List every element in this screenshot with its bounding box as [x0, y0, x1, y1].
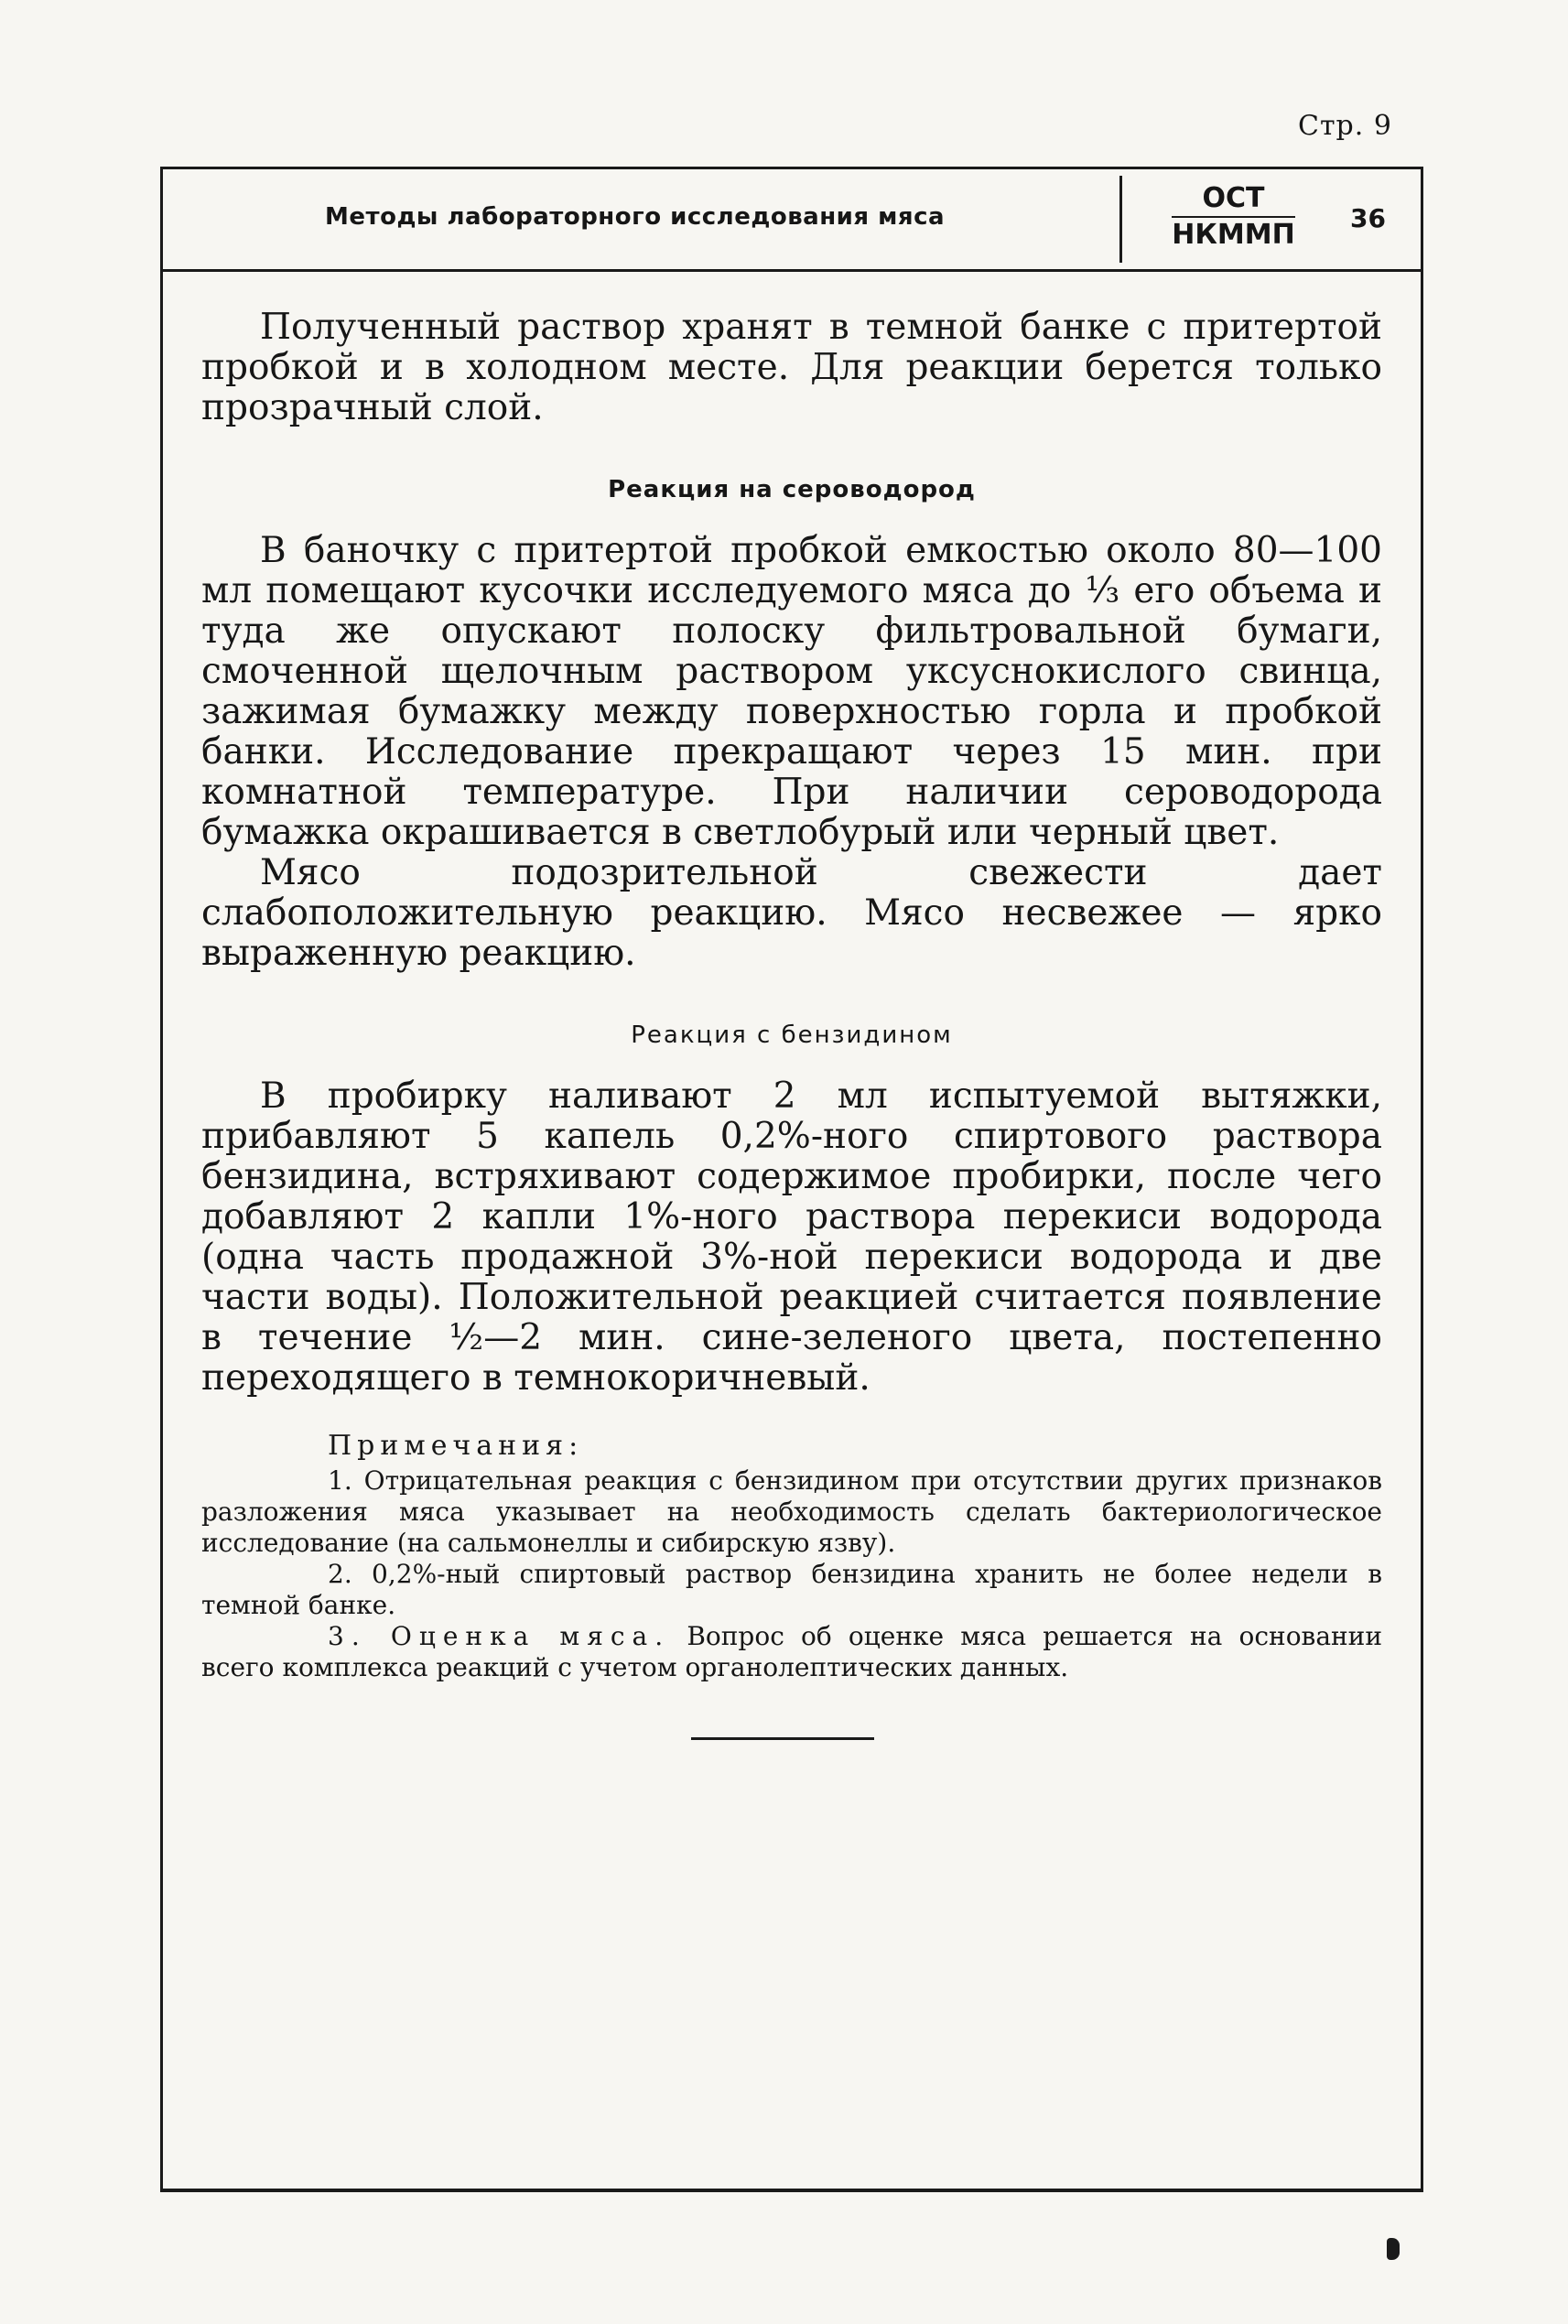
standard-number: 36 — [1350, 203, 1386, 233]
end-rule — [691, 1737, 874, 1740]
section-heading-benzidine: Реакция с бензидином — [631, 1021, 953, 1049]
intro-paragraph: Полученный раствор хранят в темной банке с притертой пробкой и в холодном месте. Для реакции берется только прозрачный слой. — [201, 307, 1382, 428]
note-2: 2. 0,2%-ный спиртовый раствор бензидина хранить не более недели в темной банке. — [201, 1559, 1382, 1620]
standard-code-bottom: НКММП — [1172, 219, 1295, 251]
hydrogen-sulfide-paragraph-1: В баночку с притертой пробкой емкостью около 80—100 мл помещают кусочки исследуемого мяса до ⅓ его объема и туда же опускают полоску фильтровальной бумаги, смоченной щелочным раствором уксуснокислого свинца, зажимая бумажку между поверхностью горла и пробкой банки. Исследование прекращают через 15 мин. при комнатной температуре. При наличии сероводорода бумажка окрашивается в светлобурый или черный цвет. — [201, 530, 1382, 853]
note-3 — [201, 1621, 1382, 1683]
note-3-label: 3. Оценка мяса. — [328, 1621, 671, 1651]
section-heading-hydrogen-sulfide: Реакция на сероводород — [608, 476, 976, 503]
corner-mark — [1387, 2238, 1400, 2260]
note-3-text: Вопрос об оценке мяса решается на основании всего комплекса реакций с учетом органолептических данных. — [201, 1621, 1382, 1682]
header-divider — [1119, 176, 1122, 263]
standard-code — [1158, 181, 1309, 253]
document-header — [160, 167, 1423, 272]
standard-code-top: ОСТ — [1172, 181, 1295, 218]
note-1: 1. Отрицательная реакция с бензидином при отсутствии других признаков разложения мяса указывает на необходимость сделать бактериологическое исследование (на сальмонеллы и сибирскую язву). — [201, 1465, 1382, 1558]
page-number: Стр. 9 — [1298, 110, 1392, 142]
notes-title: Примечания: — [328, 1430, 584, 1462]
hydrogen-sulfide-paragraph-2: Мясо подозрительной свежести дает слабоположительную реакцию. Мясо несвежее — ярко выраженную реакцию. — [201, 852, 1382, 974]
benzidine-paragraph: В пробирку наливают 2 мл испытуемой вытяжки, прибавляют 5 капель 0,2%-ного спиртового раствора бензидина, встряхивают содержимое пробирки, после чего добавляют 2 капли 1%-ного раствора перекиси водорода (одна часть продажной 3%-ной перекиси водорода и две части воды). Положительной реакцией считается появление в течение ½—2 мин. сине-зеленого цвета, постепенно переходящего в темнокоричневый. — [201, 1076, 1382, 1399]
header-title: Методы лабораторного исследования мяса — [325, 203, 946, 231]
document-body — [201, 308, 1382, 1683]
